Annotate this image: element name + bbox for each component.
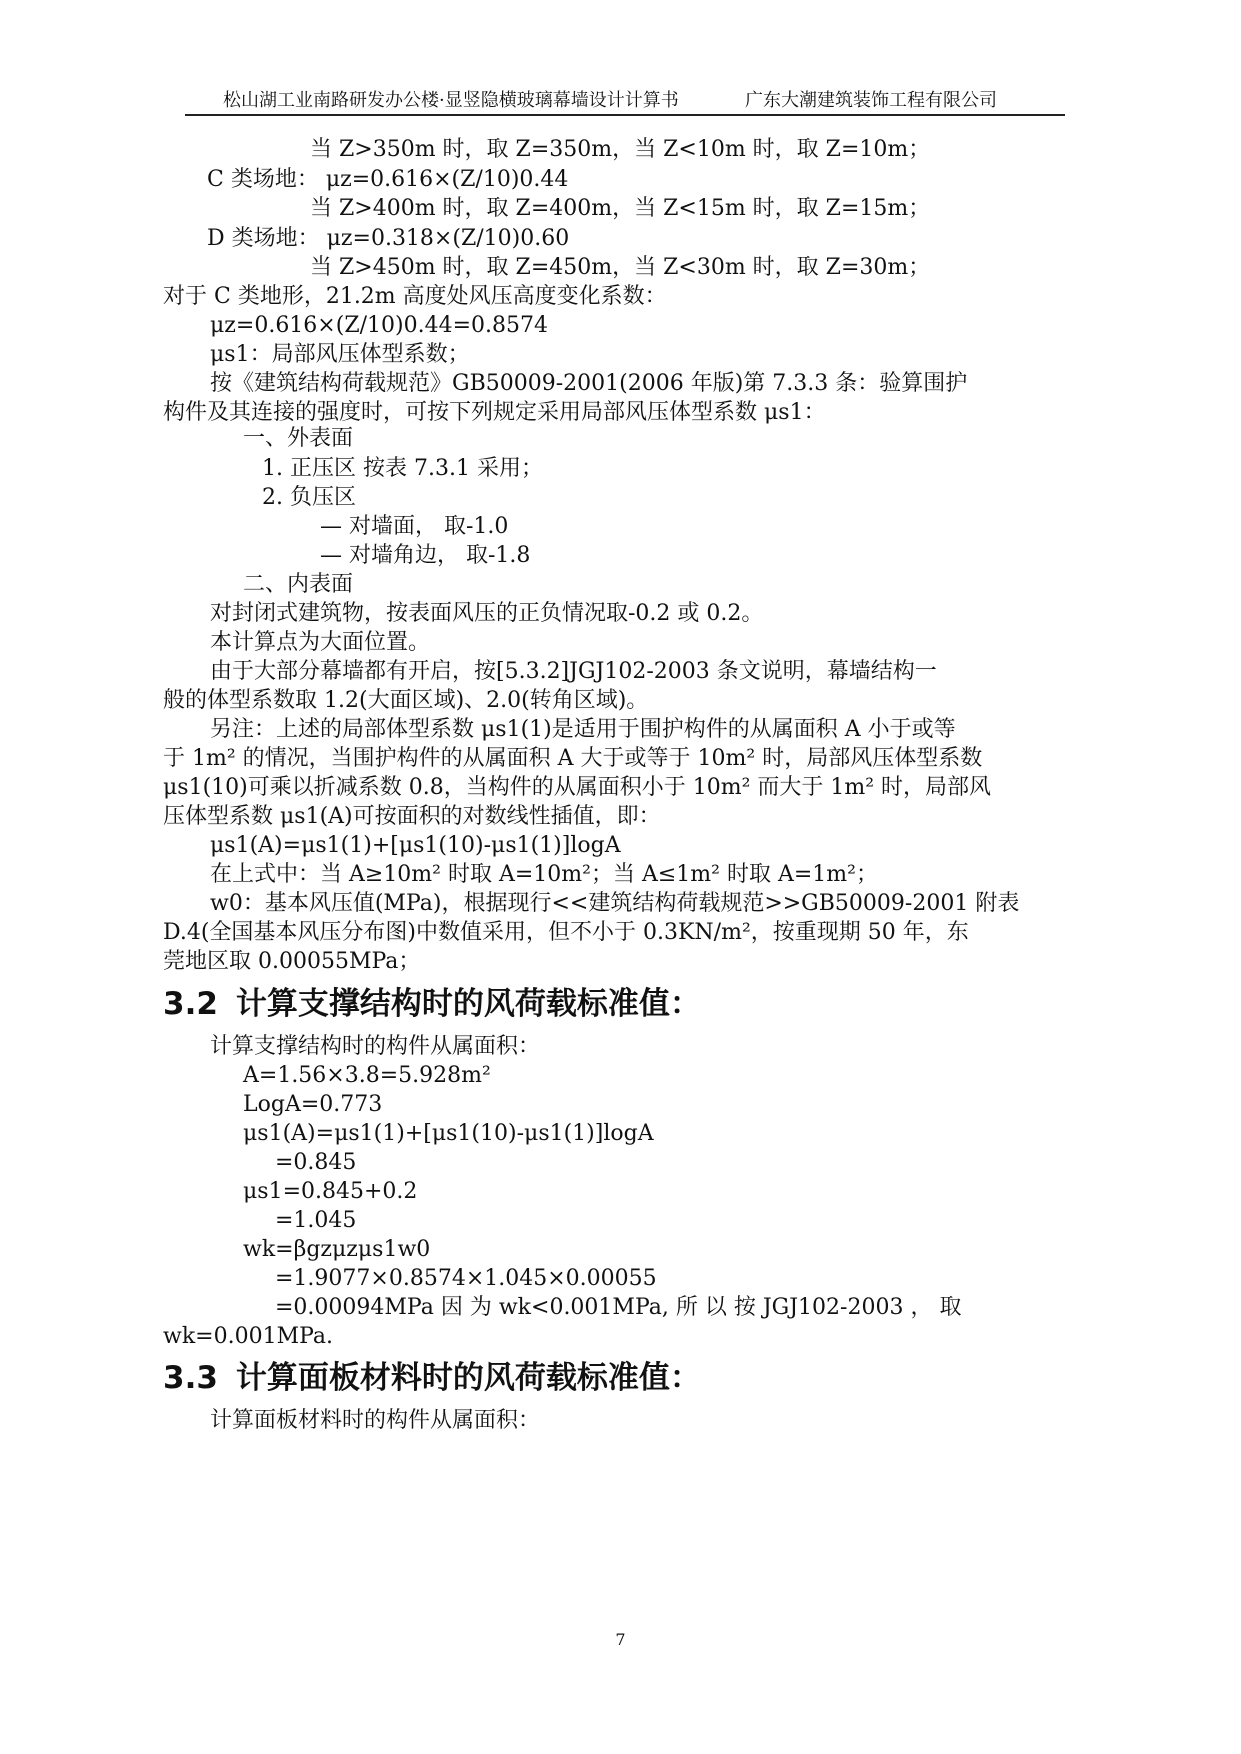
text-line: 压体型系数 μs1(A)可按面积的对数线性插值，即： bbox=[163, 804, 661, 829]
text-line: D 类场地： μz=0.318×(Z/10)0.60 bbox=[207, 226, 570, 251]
section-heading-3-2 bbox=[163, 984, 701, 1024]
text-line: 当 Z>450m 时，取 Z=450m，当 Z<30m 时，取 Z=30m； bbox=[310, 255, 931, 280]
text-line: 当 Z>350m 时，取 Z=350m，当 Z<10m 时，取 Z=10m； bbox=[310, 137, 931, 162]
text-line: wk=0.001MPa. bbox=[163, 1324, 334, 1349]
text-line: D.4(全国基本风压分布图)中数值采用，但不小于 0.3KN/m²，按重现期 50 年，东 bbox=[163, 920, 969, 945]
section-title: 计算支撑结构时的风荷载标准值： bbox=[235, 986, 701, 1022]
text-line: 一、外表面 bbox=[243, 426, 354, 451]
text-line: A=1.56×3.8=5.928m² bbox=[243, 1063, 491, 1088]
text-line: μs1=0.845+0.2 bbox=[243, 1179, 418, 1204]
text-line: w0：基本风压值(MPa)，根据现行<<建筑结构荷载规范>>GB50009-2001 附表 bbox=[210, 891, 1020, 916]
text-line: wk=βgzμzμs1w0 bbox=[243, 1237, 431, 1262]
text-line: 于 1m² 的情况，当围护构件的从属面积 A 大于或等于 10m² 时，局部风压体型系数 bbox=[163, 746, 983, 771]
page-header bbox=[185, 80, 1065, 116]
text-line: 对于 C 类地形，21.2m 高度处风压高度变化系数： bbox=[163, 284, 667, 309]
text-line: 1. 正压区 按表 7.3.1 采用； bbox=[262, 456, 543, 481]
text-line: LogA=0.773 bbox=[243, 1092, 383, 1117]
section-heading-3-3 bbox=[163, 1358, 701, 1398]
text-line: 2. 负压区 bbox=[262, 485, 356, 510]
section-title: 计算面板材料时的风荷载标准值： bbox=[235, 1360, 701, 1396]
section-number: 3.2 bbox=[163, 986, 218, 1022]
text-line: =0.845 bbox=[275, 1150, 357, 1175]
text-line: — 对墙面， 取-1.0 bbox=[320, 514, 509, 539]
text-line: 对封闭式建筑物，按表面风压的正负情况取-0.2 或 0.2。 bbox=[210, 601, 764, 626]
header-title: 松山湖工业南路研发办公楼·显竖隐横玻璃幕墙设计计算书 bbox=[223, 90, 679, 111]
text-line: 按《建筑结构荷载规范》GB50009-2001(2006 年版)第 7.3.3 条：验算围护 bbox=[210, 371, 968, 396]
section-number: 3.3 bbox=[163, 1360, 218, 1396]
text-line: 计算支撑结构时的构件从属面积： bbox=[210, 1034, 541, 1059]
header-company: 广东大潮建筑装饰工程有限公司 bbox=[745, 90, 997, 111]
text-line: μs1：局部风压体型系数； bbox=[210, 342, 470, 367]
text-line: 本计算点为大面位置。 bbox=[210, 630, 431, 655]
text-line: μs1(10)可乘以折减系数 0.8，当构件的从属面积小于 10m² 而大于 1m² 时，局部风 bbox=[163, 775, 992, 800]
text-line: C 类场地： μz=0.616×(Z/10)0.44 bbox=[207, 167, 569, 192]
text-line: μs1(A)=μs1(1)+[μs1(10)-μs1(1)]logA bbox=[210, 833, 621, 858]
text-line: μz=0.616×(Z/10)0.44=0.8574 bbox=[210, 313, 548, 338]
text-line: — 对墙角边， 取-1.8 bbox=[320, 543, 531, 568]
text-line: 由于大部分幕墙都有开启，按[5.3.2]JGJ102-2003 条文说明，幕墙结构一 bbox=[210, 659, 937, 684]
text-line: 计算面板材料时的构件从属面积： bbox=[210, 1408, 541, 1433]
text-line: =0.00094MPa 因 为 wk<0.001MPa, 所 以 按 JGJ102-2003 ， 取 bbox=[275, 1295, 962, 1320]
text-line: 莞地区取 0.00055MPa； bbox=[163, 949, 421, 974]
text-line: μs1(A)=μs1(1)+[μs1(10)-μs1(1)]logA bbox=[243, 1121, 654, 1146]
text-line: 般的体型系数取 1.2(大面区域)、2.0(转角区域)。 bbox=[163, 688, 649, 713]
text-line: =1.9077×0.8574×1.045×0.00055 bbox=[275, 1266, 657, 1291]
text-line: 另注：上述的局部体型系数 μs1(1)是适用于围护构件的从属面积 A 小于或等 bbox=[210, 717, 956, 742]
text-line: 构件及其连接的强度时，可按下列规定采用局部风压体型系数 μs1： bbox=[163, 400, 826, 425]
text-line: 二、内表面 bbox=[243, 572, 354, 597]
text-line: 在上式中：当 A≥10m² 时取 A=10m²；当 A≤1m² 时取 A=1m²； bbox=[210, 862, 878, 887]
page-number: 7 bbox=[615, 1630, 626, 1649]
text-line: 当 Z>400m 时，取 Z=400m，当 Z<15m 时，取 Z=15m； bbox=[310, 196, 931, 221]
text-line: =1.045 bbox=[275, 1208, 357, 1233]
